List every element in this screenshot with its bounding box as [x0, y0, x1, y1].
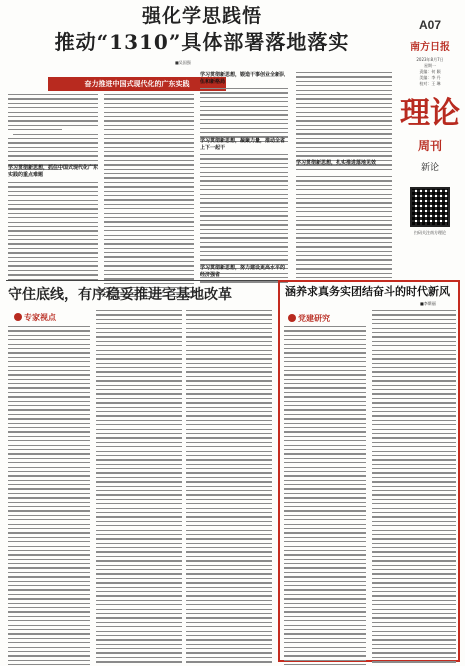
article-subhead-4: 学习贯彻新思想，扎实推进落地见效	[296, 160, 377, 166]
section-weekly: 周刊	[417, 139, 442, 153]
party-emblem-icon	[288, 314, 296, 322]
section-name	[398, 97, 462, 173]
section2-title: 守住底线，有序稳妥推进宅基地改革	[8, 287, 232, 303]
boxed-article-byline: ■李斯丽	[420, 301, 436, 306]
article-subhead-2: 学习贯彻新思想，锻造干事创业全新队伍和新格局	[200, 72, 286, 85]
section2-column-2	[96, 310, 182, 666]
masthead	[398, 4, 462, 274]
article-subhead-3: 学习贯彻新思想，凝聚力量，推动全省上下一起干	[200, 138, 286, 151]
article-column-1	[8, 94, 98, 173]
article-column-4b	[296, 176, 392, 281]
boxed-column-2	[372, 310, 456, 666]
boxed-article-title: 涵养求真务实团结奋斗的时代新风	[285, 285, 450, 298]
qr-caption: 扫码关注南方理论	[414, 230, 446, 235]
article-column-3	[200, 88, 288, 145]
main-headline	[8, 4, 396, 56]
newspaper-logo: 南方日报	[410, 42, 450, 53]
column-icon	[14, 313, 22, 321]
boxed-column-tag: 党建研究	[288, 313, 330, 324]
article-column-2	[104, 94, 194, 300]
article-subhead-1: 学习贯彻新思想，抓住中国式现代化广东实践的重点难题	[8, 165, 99, 178]
section2-column-3	[186, 310, 272, 666]
section-banner: 奋力推进中国式现代化的广东实践	[48, 77, 226, 91]
section-big-char: 理论	[400, 96, 460, 131]
headline-byline: ■吴国强	[175, 60, 191, 65]
page-number: A07	[418, 18, 441, 32]
section-sub: 新论	[420, 163, 439, 173]
boxed-column-1	[284, 326, 366, 666]
section2-column-tag: 专家视点	[14, 312, 56, 323]
qr-code-icon[interactable]	[410, 187, 450, 227]
article-column-4	[296, 72, 392, 173]
headline-line2: 推动“1310”具体部署落地落实	[54, 30, 350, 54]
date-info: 2023年8月7日 星期一 责编：何 颖 美编：李 丹 校对：王 琳	[416, 57, 444, 86]
article-column-1b	[8, 182, 98, 283]
article-subhead-5: 学习贯彻新思想，努力建设更高水平的经济强省	[200, 265, 286, 278]
headline-line1: 强化学思践悟	[141, 5, 262, 27]
section2-column-1	[8, 326, 90, 666]
